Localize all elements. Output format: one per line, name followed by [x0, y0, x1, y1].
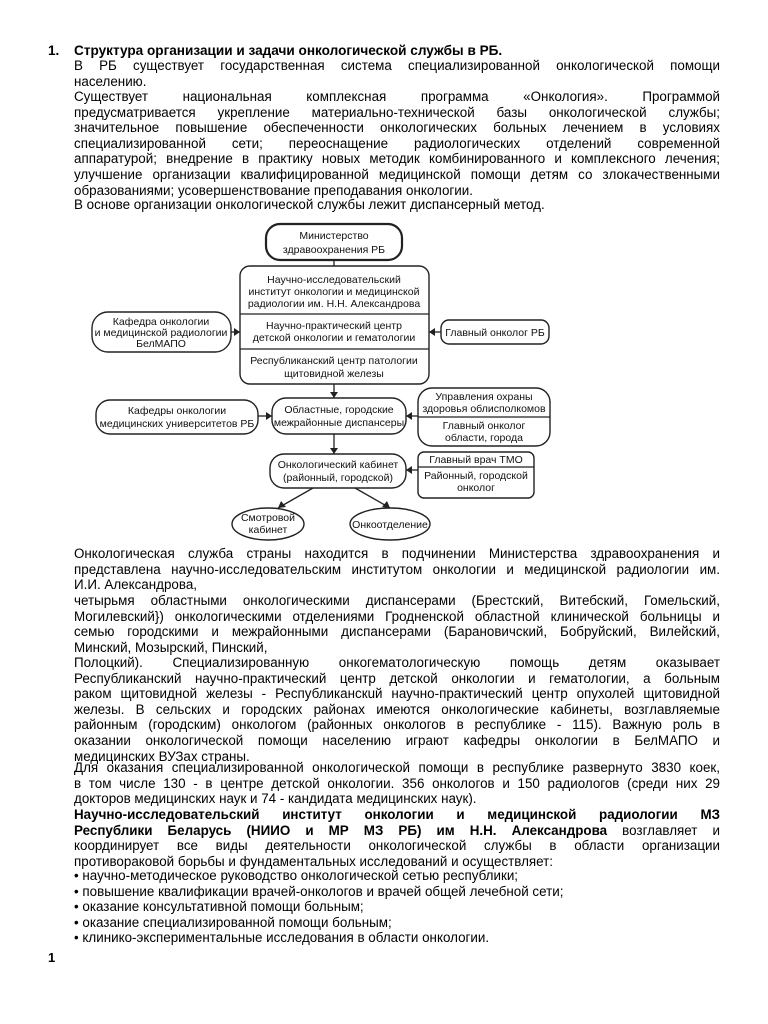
org-structure-diagram [88, 216, 728, 542]
text-line: противораковой борьбы и фундаментальных исследований и осуществляет: [74, 853, 554, 869]
text-line: четырьмя областными онкологическими диспансерами (Брестский, Витебский, Гомельский, [74, 593, 720, 608]
text-line: В основе организации онкологической службы лежит диспансерный метод. [74, 197, 545, 212]
text-line: координирует все виды деятельности онкологической службы в области организации [74, 838, 720, 854]
section-number: 1. [48, 43, 60, 58]
text-line: аппаратурой; внедрение в практику новых методик комбинированного и комплексного лечения; [74, 151, 720, 167]
section-title: Структура организации и задачи онкологической службы в РБ. [74, 43, 503, 58]
arrowhead [406, 466, 412, 474]
node-ministry [266, 224, 402, 260]
text-line: семью городскими и межрайонными диспансерами (Барановичский, Бобруйский, Вилейский, [74, 624, 720, 640]
node-text: Республиканский центр патологии [250, 355, 418, 367]
node-text: и медицинской радиологии [94, 327, 228, 339]
text-line: раком щитовидной железы - Республиканскuй научно-практический центр опухолей щитовидной [74, 686, 720, 702]
node-text: здоровья облисполкомов [422, 403, 546, 415]
node-text: кабинет [248, 524, 288, 536]
text-line: Для оказания специализированной онкологической помощи в республике развернуто 3830 коек, [74, 760, 720, 775]
node-text: межрайонные диспансеры [273, 417, 405, 429]
node-text: медицинских университетов РБ [99, 418, 255, 430]
node-text: онколог [457, 482, 495, 494]
text-line: Существует национальная комплексная программа «Онкология». Программой [74, 89, 720, 104]
text-bold-fragment: Республики Беларусь (НИИО и МР МЗ РБ) им Н.Н. Александрова [74, 822, 608, 838]
node-text: Онкологический кабинет [277, 459, 399, 471]
node-exam-room [232, 508, 304, 540]
text-line: В РБ существует государственная система специализированной онкологической помощи [74, 58, 720, 73]
text-line: Онкологическая служба страны находится в подчинении Министерства здравоохранения и [74, 546, 720, 561]
intro-paragraph-2 [74, 89, 720, 198]
node-text: детской онкологии и гематологии [252, 332, 416, 344]
body-paragraph-3 [74, 655, 720, 764]
node-text: Научно-практический центр [266, 320, 402, 332]
node-text: области, города [445, 432, 523, 444]
list-item: • оказание специализированной помощи больным; [74, 914, 392, 930]
node-text: Научно-исследовательский [267, 274, 401, 286]
list-item: • оказание консультативной помощи больным; [74, 899, 364, 915]
text-line: Минский, Мозырский, Пинский, [74, 639, 268, 655]
node-onco-cabinet [270, 454, 406, 488]
node-text: Смотровой [240, 512, 296, 524]
node-belmapo [92, 312, 231, 352]
arrowhead [266, 412, 272, 420]
node-text: Кафедра онкологии [112, 316, 210, 328]
text-line: в том числе 130 - в центре детской онкологии. 356 онкологов и 150 радиологов (среди них 29 [74, 775, 720, 791]
body-paragraph-2 [74, 593, 720, 655]
list-item: • научно-методическое руководство онкологической сетью республики; [74, 868, 519, 883]
arrowhead [234, 328, 240, 336]
body-paragraph-1 [74, 546, 720, 593]
text-line: медицинских ВУЗах страны. [74, 748, 250, 764]
text-line: образованиями; усовершенствование преподавания онкологии. [74, 182, 473, 198]
text-line: И.И. Александрова, [74, 577, 197, 593]
text-fragment: возглавляет и [607, 822, 720, 838]
node-text: Главный онколог [442, 420, 526, 432]
node-text: Министерство [299, 230, 369, 242]
node-dispensaries [272, 398, 406, 434]
text-line: представлена научно-исследовательским институтом онкологии и медицинской радиологии им. [74, 561, 720, 577]
arrowhead [330, 392, 338, 398]
text-line: Полоцкий). Специализированную онкогематологическую помощь детям оказывает [74, 655, 720, 670]
node-text: радиологии им. Н.Н. Александрова [247, 298, 421, 310]
section-heading [48, 43, 728, 59]
text-line-bold: Научно-исследовательский институт онкологии и медицинской радиологии МЗ [74, 807, 720, 822]
intro-paragraph-3 [74, 197, 720, 213]
body-paragraph-5 [74, 807, 720, 869]
node-universities [96, 400, 258, 434]
node-text: институт онкологии и медицинской [248, 286, 420, 298]
node-text: (районный, городской) [283, 472, 393, 484]
list-item: • клинико-экспериментальные исследования в области онкологии. [74, 930, 490, 946]
text-line: улучшение организации квалифицированной медицинской помощи детям со злокачественными [74, 166, 720, 182]
text-line: оказании онкологической помощи населению играют кафедры онкологии в БелМАПО и [74, 732, 720, 748]
node-text: Управления охраны [435, 391, 533, 403]
node-regional-oncologist [443, 420, 526, 444]
text-line: докторов медицинских наук и 74 - кандидата медицинских наук). [74, 791, 477, 807]
text-line: Могилевский}) онкологическими отделениями Гродненской областной клинической больницы и [74, 608, 720, 624]
node-text: Областные, городские [284, 404, 394, 416]
arrowhead [406, 412, 412, 420]
list-item: • повышение квалификации врачей-онкологов и врачей общей лечебной сети; [74, 883, 564, 899]
text-line: районным (городским) онкологом (районных онкологов в республике - 115). Важную роль в [74, 717, 720, 733]
node-text: щитовидной железы [284, 368, 384, 380]
text-line: предусматривается укрепление материально-технической базы онкологической службы; [74, 104, 720, 120]
node-text: Районный, городской [424, 470, 528, 482]
node-institute [248, 274, 421, 310]
text-line: населению. [74, 73, 147, 89]
intro-paragraph-1 [74, 58, 720, 89]
node-text: Кафедры онкологии [127, 405, 227, 417]
node-onco-dept [350, 508, 430, 540]
node-text: Главный врач ТМО [429, 454, 523, 466]
text-line: специализированной сети; переоснащение радиологических отделений современной [74, 135, 720, 151]
node-chief-oncologist [441, 320, 549, 344]
task-list [74, 868, 720, 946]
node-text: Главный онколог РБ [445, 327, 545, 339]
text-line: Республиканский научно-практический центр детской онкологии и гематологии, а больным [74, 670, 720, 686]
node-text: БелМАПО [136, 338, 186, 350]
body-paragraph-4 [74, 760, 720, 807]
arrowhead [330, 448, 338, 454]
node-text: здравоохранения РБ [282, 244, 386, 256]
arrowhead [429, 328, 435, 336]
node-text: Онкоотделение [352, 519, 428, 531]
page-number: 1 [48, 950, 56, 965]
text-line: значительное повышение обеспеченности онкологических больных лечением в условиях [74, 120, 720, 136]
node-pediatric-center [253, 320, 416, 344]
text-line: железы. В сельских и городских районах имеются онкологические кабинеты, возглавляемые [74, 701, 720, 717]
